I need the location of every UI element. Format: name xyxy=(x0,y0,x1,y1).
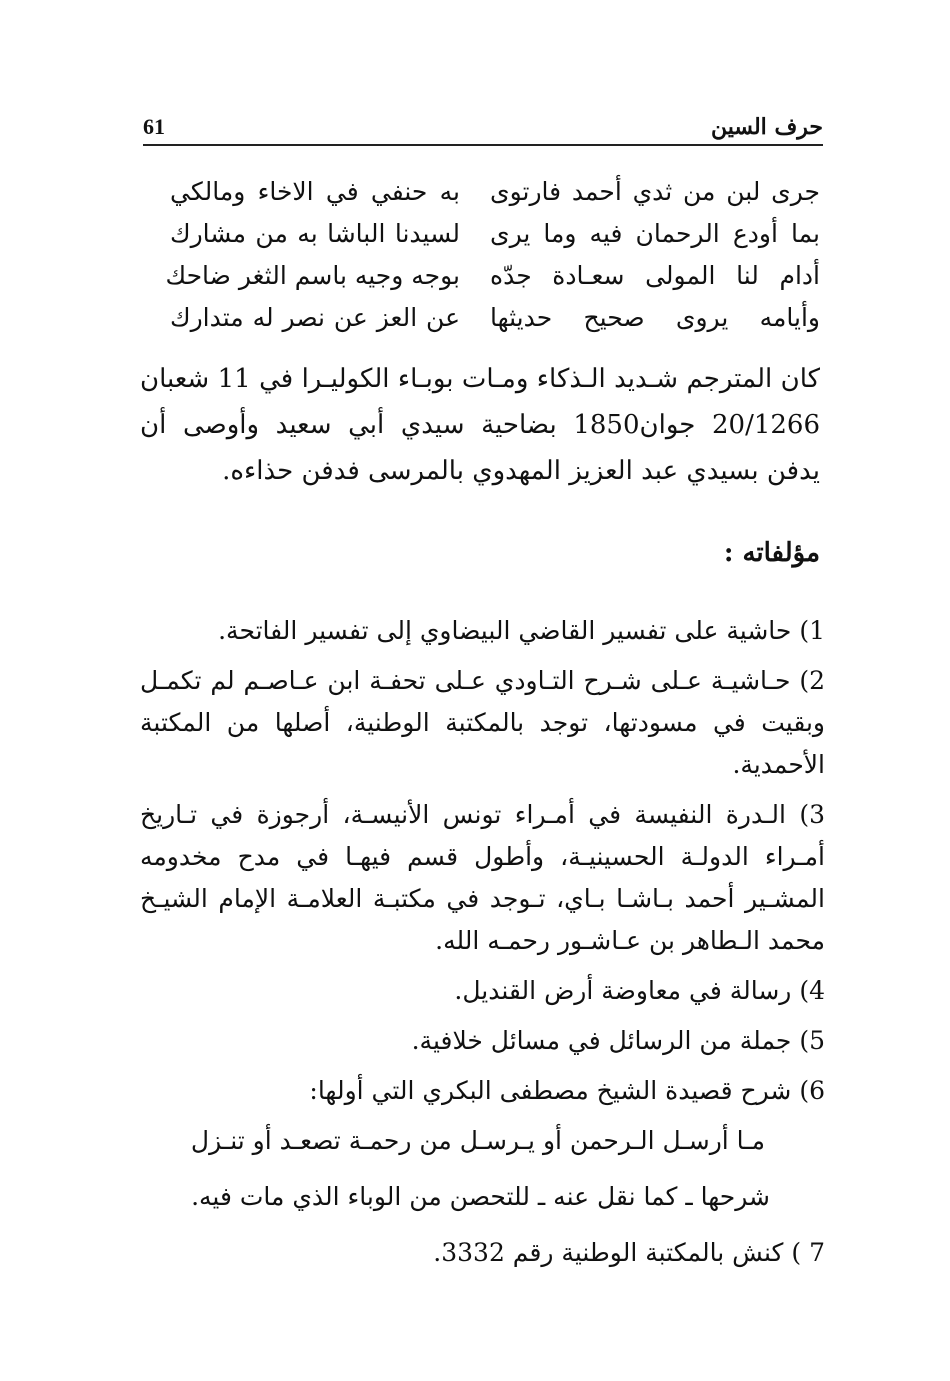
item-text: حـاشيـة عـلى شـرح التـاودي عـلى تحفـة ابن عـاصـم لم تكمـل وبقيت في مسودتها، توجد بالمكتبة الوطنية، أصلها من المكتبة الأحمدية. xyxy=(140,666,825,779)
item-text: جملة من الرسائل في مسائل خلافية. xyxy=(411,1026,792,1055)
item-number: 5) xyxy=(799,1026,825,1055)
list-item xyxy=(140,1020,825,1062)
running-title: حرف السين xyxy=(710,114,823,140)
list-item xyxy=(140,610,825,652)
verse-hemistich-right: أدام لنا المولى سعـادة جدّه xyxy=(490,260,820,290)
verse-line xyxy=(170,170,820,212)
item-number: 1) xyxy=(799,616,825,645)
list-item xyxy=(140,660,825,786)
page-number: 61 xyxy=(143,114,165,139)
verse-hemistich-right: وأيامه يروى صحيح حديثها xyxy=(490,302,820,332)
verse-hemistich-left: به حنفي في الاخاء ومالكي xyxy=(170,176,460,206)
verse-hemistich-left: عن العز عن نصر له متدارك xyxy=(170,302,460,332)
verse-line xyxy=(170,212,820,254)
list-item xyxy=(140,970,825,1012)
verse-hemistich-right: جرى لبن من ثدي أحمد فارتوى xyxy=(490,176,820,206)
item-number: 6) xyxy=(799,1076,825,1105)
header-rule xyxy=(143,144,823,146)
biography-paragraph: كان المترجم شـديد الـذكاء ومـات بوبـاء الكوليـرا في 11 شعبان 20/1266 جوان1850 بضاحية سيدي أبي سعيد وأوصى أن يدفن بسيدي عبد العزيز المهدوي بالمرسى فدفن حذاءه. xyxy=(140,364,820,486)
item-text: الـدرة النفيسة في أمـراء تونس الأنيسـة، أرجوزة في تـاريخ أمـراء الدولـة الحسينيـة، وأطول قسم فيهـا في مدح مخدومه المشـير أحمد بـاشـا بـاي، تـوجد في مكتبـة العلامـة الإمام الشيـخ محمد الـطاهر بن عـاشـور رحمـه الله. xyxy=(140,800,825,955)
item-text: كنش بالمكتبة الوطنية رقم 3332. xyxy=(433,1238,784,1267)
verse-hemistich-left: لسيدنا الباشا به من مشارك xyxy=(170,218,460,248)
page-header xyxy=(143,108,823,148)
item-number: 2) xyxy=(799,666,825,695)
list-item xyxy=(140,794,825,962)
verse-line xyxy=(165,254,820,296)
poem-note: شرحها ـ كما نقل عنه ـ للتحصن من الوباء الذي مات فيه. xyxy=(191,1182,770,1211)
verse-block xyxy=(165,170,820,338)
verse-line xyxy=(170,296,820,338)
list-item xyxy=(140,1070,825,1112)
item-text: شرح قصيدة الشيخ مصطفى البكري التي أولها: xyxy=(309,1076,792,1105)
item-number: 3) xyxy=(799,800,826,829)
item-text: حاشية على تفسير القاضي البيضاوي إلى تفسير الفاتحة. xyxy=(218,616,792,645)
item-number: 7 ) xyxy=(791,1238,825,1267)
quoted-poem-line: مـا أرسـل الـرحمن أو يـرسـل من رحمـة تصعـد أو تنـزل xyxy=(190,1126,765,1155)
item-number: 4) xyxy=(799,976,825,1005)
item-text: رسالة في معاوضة أرض القنديل. xyxy=(454,976,792,1005)
list-item xyxy=(140,1232,825,1274)
verse-hemistich-right: بما أودع الرحمان فيه وما يرى xyxy=(490,218,820,248)
verse-hemistich-left: بوجه وجيه باسم الثغر ضاحك xyxy=(165,260,460,290)
section-title: مؤلفاته : xyxy=(723,538,820,568)
works-list xyxy=(140,610,825,1282)
